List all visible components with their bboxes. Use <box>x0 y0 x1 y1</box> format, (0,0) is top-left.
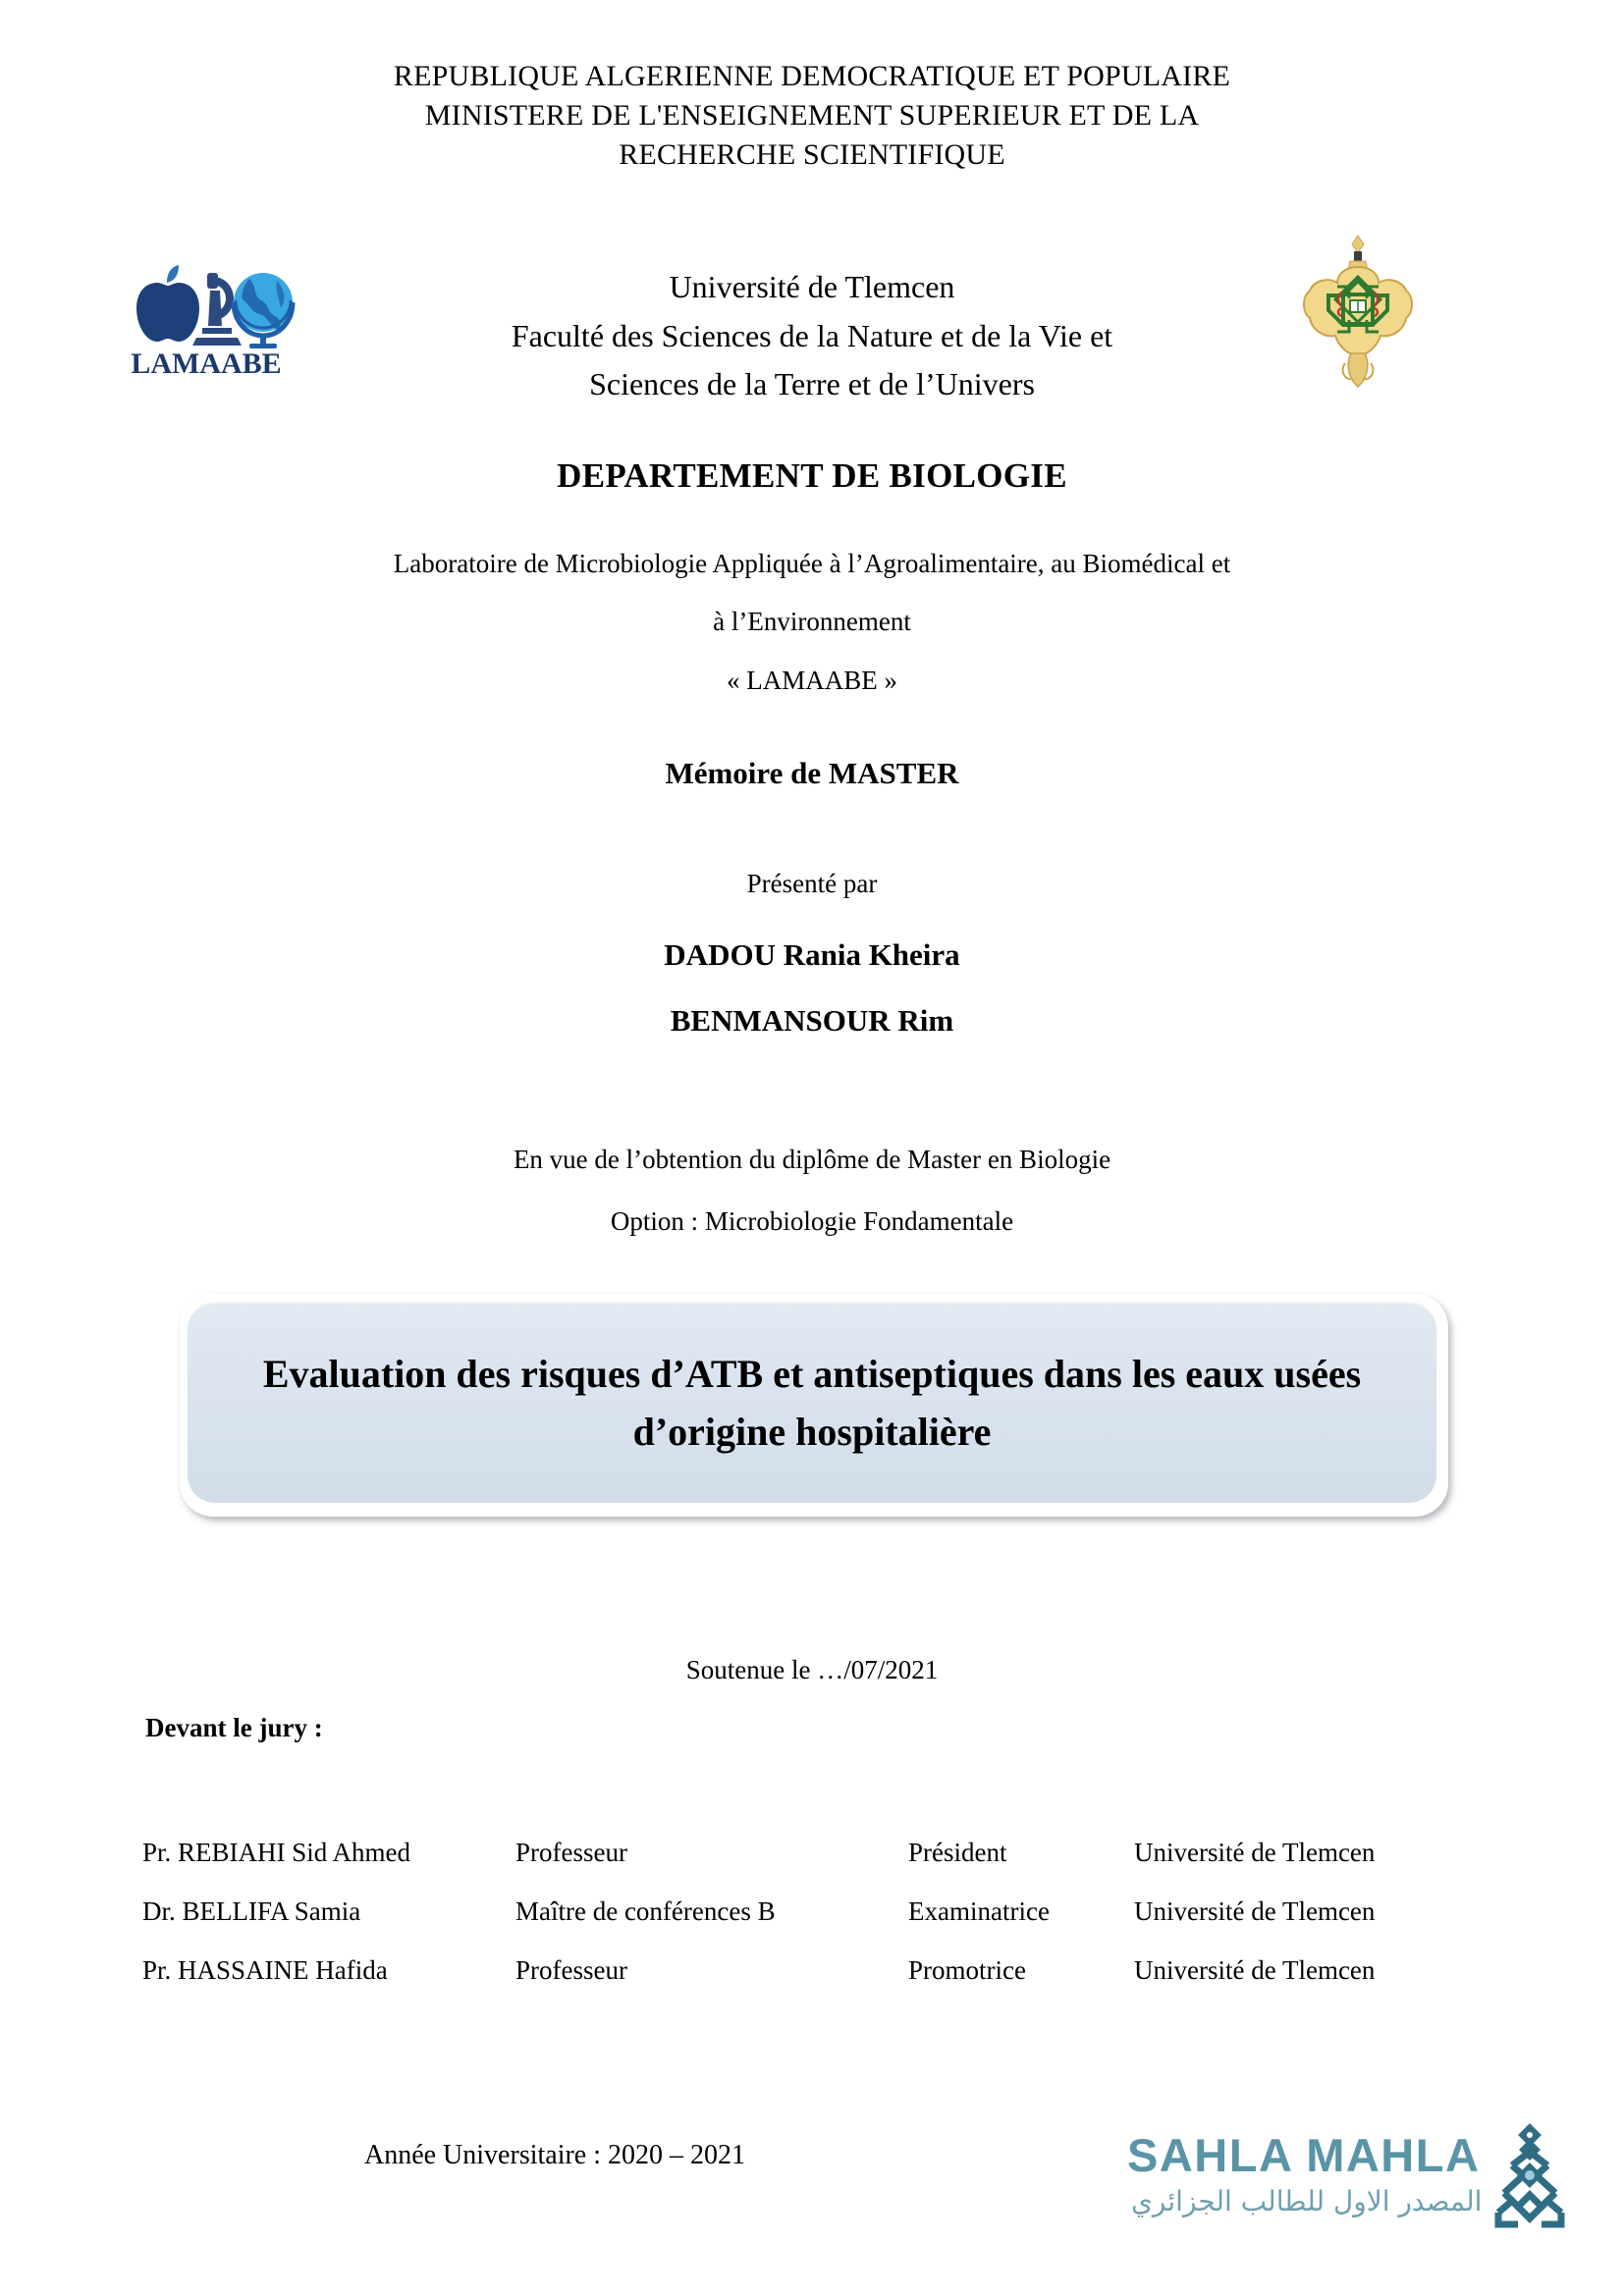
university-of-tlemcen-logo <box>1294 232 1422 394</box>
presented-by-label: Présenté par <box>746 869 878 898</box>
amazigh-symbol-graphic <box>1489 2122 1571 2238</box>
table-row <box>142 1896 1478 1955</box>
jury-table <box>142 1838 1478 2014</box>
laboratory-line-1: Laboratoire de Microbiologie Appliquée à l’Agroalimentaire, au Biomédical et <box>393 549 1231 578</box>
jury-label: Devant le jury : <box>145 1713 323 1742</box>
table-row <box>142 1955 1478 2014</box>
purpose-line-1: En vue de l’obtention du diplôme de Master en Biologie <box>513 1145 1111 1174</box>
university-line-2: Faculté des Sciences de la Nature et de la Vie et <box>511 317 1113 353</box>
jury-member-affiliation: Université de Tlemcen <box>1134 1955 1376 1985</box>
jury-member-role: Promotrice <box>908 1955 1026 1985</box>
jury-member-name: Pr. REBIAHI Sid Ahmed <box>142 1838 411 1867</box>
purpose-block <box>0 1129 1624 1254</box>
purpose-line-2: Option : Microbiologie Fondamentale <box>610 1206 1014 1237</box>
laboratory-block <box>0 535 1624 710</box>
sahla-mahla-watermark <box>1127 2128 1559 2246</box>
amazigh-symbol-icon <box>1489 2122 1571 2238</box>
laboratory-acronym: « LAMAABE » <box>727 665 897 695</box>
ministry-header <box>0 57 1624 176</box>
degree-label: Mémoire de MASTER <box>665 756 959 790</box>
lamaabe-logo-caption: LAMAABE <box>131 347 282 380</box>
thesis-title-box <box>188 1302 1436 1503</box>
laboratory-line-2: à l’Environnement <box>713 607 911 637</box>
university-block <box>321 263 1303 409</box>
ministry-header-line-3: RECHERCHE SCIENTIFIQUE <box>619 138 1005 172</box>
defense-date: Soutenue le …/07/2021 <box>685 1655 939 1684</box>
jury-member-affiliation: Université de Tlemcen <box>1134 1896 1376 1926</box>
university-line-1: Université de Tlemcen <box>669 269 955 304</box>
thesis-title: Evaluation des risques d’ATB et antiseptiques dans les eaux usées d’origine hospitalière <box>262 1351 1362 1454</box>
jury-member-grade: Maître de conférences B <box>515 1896 776 1926</box>
jury-member-role: Président <box>908 1838 1007 1867</box>
jury-member-grade: Professeur <box>515 1838 627 1867</box>
jury-member-grade: Professeur <box>515 1955 627 1985</box>
author-1: DADOU Rania Kheira <box>664 937 960 972</box>
ministry-header-line-1: REPUBLIQUE ALGERIENNE DEMOCRATIQUE ET POPULAIRE <box>393 60 1231 92</box>
jury-member-name: Pr. HASSAINE Hafida <box>142 1955 388 1985</box>
university-line-3: Sciences de la Terre et de l’Univers <box>589 366 1035 402</box>
author-2: BENMANSOUR Rim <box>670 1002 954 1038</box>
table-row <box>142 1838 1478 1896</box>
academic-year: Année Universitaire : 2020 – 2021 <box>363 2140 746 2170</box>
university-logo-graphic <box>1294 232 1422 394</box>
lamaabe-logo <box>120 240 297 382</box>
authors-block <box>0 923 1624 1053</box>
jury-member-role: Examinatrice <box>908 1896 1050 1926</box>
lamaabe-logo-graphic <box>120 240 297 382</box>
jury-member-name: Dr. BELLIFA Samia <box>142 1896 361 1926</box>
ministry-header-line-2: MINISTERE DE L'ENSEIGNEMENT SUPERIEUR ET DE LA <box>424 99 1200 133</box>
jury-member-affiliation: Université de Tlemcen <box>1134 1838 1376 1867</box>
department-title: DEPARTEMENT DE BIOLOGIE <box>557 456 1067 495</box>
sahla-mahla-wordmark: SAHLA MAHLA <box>1127 2129 1481 2181</box>
sahla-mahla-arabic-tagline: المصدر الاول للطالب الجزائري <box>1131 2185 1483 2217</box>
